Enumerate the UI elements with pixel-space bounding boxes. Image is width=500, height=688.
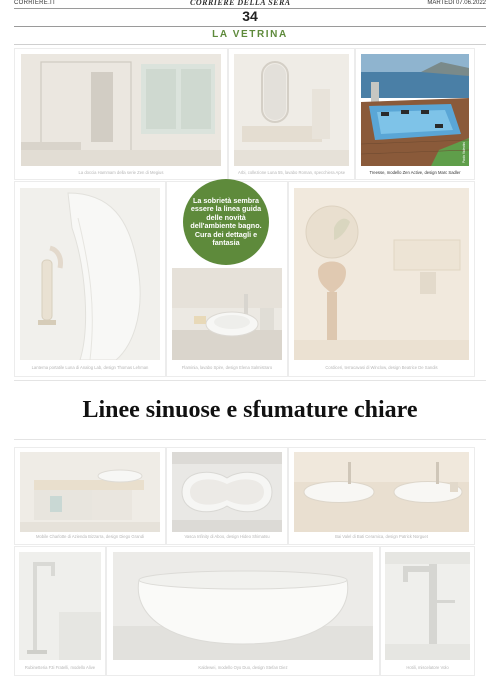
product-card-freestanding-tub [106, 546, 380, 676]
product-card-basins-pair [288, 447, 475, 545]
product-card-lantern [14, 181, 166, 377]
masthead-logo: CORRIERE DELLA SERA [190, 0, 291, 7]
product-card-terracotta [288, 181, 475, 377]
caption-freestanding-tub: Kaldewei, modello Oyo Duo, design Stefan Diez [198, 665, 288, 670]
basins-pair-photo [294, 452, 469, 532]
product-card-mirror [228, 48, 355, 180]
mirror-photo [234, 54, 349, 166]
shower-photo [21, 54, 221, 166]
quote-bubble [183, 179, 269, 265]
caption-faucet-tall: Rubinetteria F3i Fratelli, modello Alive [24, 665, 96, 670]
masthead-site: CORRIERE.IT [14, 0, 56, 6]
caption-tub-infinity: Vasca Infinity di Aboo, design Hideo Shimatsu [184, 534, 270, 539]
caption-mirror: Arbi, collezione Luna 55, lavabo Roman, specchiera Apse [237, 170, 346, 175]
page-number-rule [14, 26, 486, 27]
caption-cabinet: Mobile Charlotte di Azienda Bizzarra, design Diego Grandi [35, 534, 144, 539]
caption-spa: Treesse, modello Zen Active, design Marc Sadler [369, 170, 461, 175]
faucet-tall-photo [19, 552, 101, 660]
caption-basin: Flaminia, lavabo Spire, design Elena Salmistraro [181, 365, 273, 370]
terracotta-photo [294, 188, 469, 360]
freestanding-tub-photo [113, 552, 373, 660]
section-rule [14, 44, 486, 45]
caption-shower: La doccia Hammam della serie Zen di Megius [78, 170, 164, 175]
caption-basins-pair: Bai Valel di Bati Ceramica, design Patrick Norguet [335, 534, 428, 539]
mixer-photo [385, 552, 470, 660]
masthead-date: MARTEDÌ 07.06.2022 [427, 0, 486, 6]
caption-terracotta: Cordiceri, terracavasi di Winclow, design Beatrice De Sandis [325, 365, 438, 370]
product-card-cabinet [14, 447, 166, 545]
product-card-tub-infinity [166, 447, 288, 545]
headline: Linee sinuose e sfumature chiare [14, 380, 486, 440]
page-number: 34 [242, 8, 258, 24]
section-title: LA VETRINA [212, 29, 288, 40]
basin-photo [172, 268, 282, 360]
quote-text: La sobrietà sembra essere la linea guida delle novità dell'ambiente bagno. Cura dei dettagli e fantasia [190, 195, 262, 247]
photo-credit: Paolo Valentini [462, 141, 466, 163]
product-card-shower [14, 48, 228, 180]
product-card-spa [355, 48, 475, 180]
caption-lantern: Lanterna portatile Luna di Analog Lab, design Thomas Lehman [31, 365, 149, 370]
product-card-faucet-tall [14, 546, 106, 676]
tub-infinity-photo [172, 452, 282, 532]
cabinet-photo [20, 452, 160, 532]
lantern-photo [20, 188, 160, 360]
product-card-mixer [380, 546, 475, 676]
spa-photo [361, 54, 469, 166]
caption-mixer: Hotili, miscelatore Volo [406, 665, 449, 670]
